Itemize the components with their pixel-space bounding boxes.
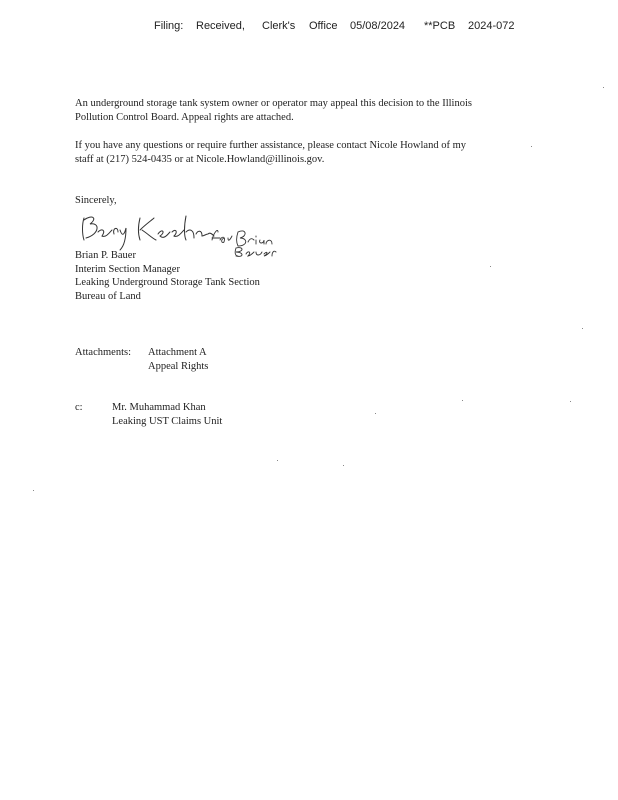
- scan-speck: [582, 328, 583, 329]
- attachment-item: Appeal Rights: [148, 360, 209, 372]
- paragraph-line: An underground storage tank system owner or operator may appeal this decision to the Illinois: [75, 98, 472, 109]
- scan-speck: [531, 146, 532, 147]
- cc-list: [112, 401, 222, 428]
- paragraph-line: staff at (217) 524-0435 or at Nicole.Howland@illinois.gov.: [75, 153, 325, 165]
- attachment-item: Attachment A: [148, 347, 207, 358]
- scan-speck: [277, 460, 278, 461]
- stamp-office: Office: [309, 20, 338, 32]
- signer-bureau: Bureau of Land: [75, 290, 141, 302]
- scan-speck: [343, 465, 344, 466]
- signer-block: [75, 249, 260, 303]
- scan-speck: [490, 266, 491, 267]
- stamp-received: Received,: [196, 20, 245, 32]
- stamp-filing: Filing:: [154, 20, 184, 32]
- cc-label: c:: [75, 402, 83, 413]
- paragraph-line: If you have any questions or require further assistance, please contact Nicole Howland of my: [75, 140, 466, 151]
- cc-unit: Leaking UST Claims Unit: [112, 415, 223, 427]
- scan-speck: [462, 400, 463, 401]
- signer-title: Interim Section Manager: [75, 263, 180, 275]
- scan-speck: [603, 87, 604, 88]
- scan-speck: [375, 413, 376, 414]
- contact-paragraph: [75, 139, 466, 166]
- appeal-paragraph: [75, 97, 472, 124]
- closing-salutation: Sincerely,: [75, 195, 117, 206]
- stamp-pcb: **PCB: [424, 20, 456, 32]
- scan-speck: [33, 490, 34, 491]
- cc-recipient: Mr. Muhammad Khan: [112, 402, 206, 413]
- signer-section: Leaking Underground Storage Tank Section: [75, 277, 260, 288]
- stamp-date: 05/08/2024: [350, 20, 406, 32]
- attachments-list: [148, 346, 208, 373]
- stamp-clerks: Clerk's: [262, 20, 296, 32]
- attachments-label: Attachments:: [75, 347, 131, 358]
- scan-speck: [570, 401, 571, 402]
- stamp-docket: 2024-072: [468, 20, 515, 32]
- signer-name: Brian P. Bauer: [75, 250, 136, 261]
- paragraph-line: Pollution Control Board. Appeal rights are attached.: [75, 111, 294, 123]
